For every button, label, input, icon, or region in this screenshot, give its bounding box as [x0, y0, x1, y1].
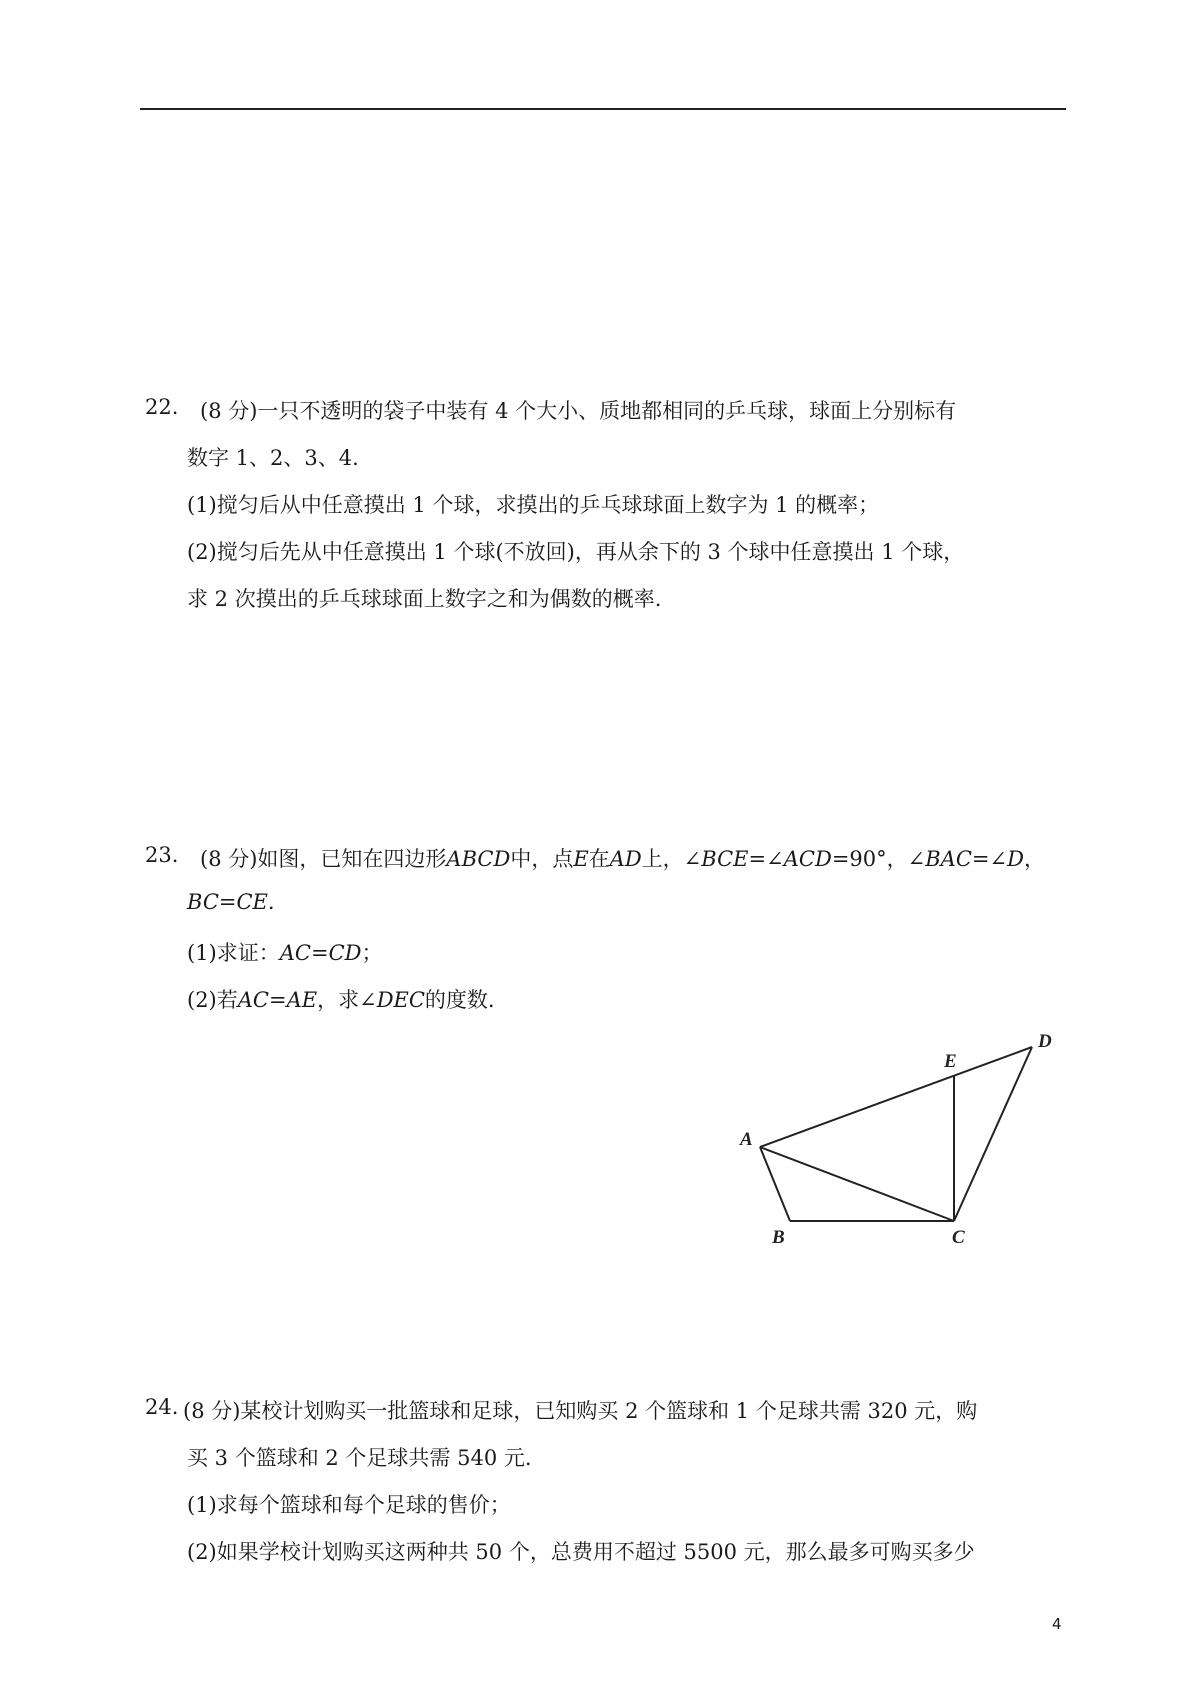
sub-question-2: (2)如果学校计划购买这两种共 50 个，总费用不超过 5500 元，那么最多可购买多少 [187, 1540, 975, 1564]
sub-question-2-cont: 求 2 次摸出的乒乓球球面上数字之和为偶数的概率. [187, 587, 662, 611]
question-text-line: (8 分)一只不透明的袋子中装有 4 个大小、质地都相同的乒乓球，球面上分别标有 [200, 399, 957, 423]
question-text-line: 数字 1、2、3、4. [187, 446, 359, 470]
segment-cd [954, 1047, 1032, 1221]
label-e: E [944, 1051, 957, 1072]
top-rule [140, 108, 1066, 110]
page-number: 4 [1052, 1615, 1062, 1633]
label-b: B [772, 1227, 785, 1245]
label-c: C [952, 1227, 965, 1245]
question-text-line: (8 分)某校计划购买一批篮球和足球，已知购买 2 个篮球和 1 个足球共需 320 元，购 [183, 1399, 978, 1423]
question-number: 24. [145, 1395, 179, 1419]
label-d: D [1038, 1031, 1052, 1052]
sub-question-2: (2)搅匀后先从中任意摸出 1 个球(不放回)，再从余下的 3 个球中任意摸出 1 个球， [187, 540, 965, 564]
segment-ab [760, 1147, 790, 1221]
sub-question-1: (1)求证：AC=CD； [187, 941, 383, 965]
question-number: 22. [145, 395, 179, 419]
segment-ac [760, 1147, 954, 1221]
figure-lines [760, 1047, 1032, 1221]
sub-question-2: (2)若AC=AE，求∠DEC的度数. [187, 988, 495, 1012]
segment-ad [760, 1047, 1032, 1147]
label-a: A [740, 1129, 753, 1150]
quadrilateral-figure [730, 1025, 1070, 1245]
sub-question-1: (1)求每个篮球和每个足球的售价； [187, 1493, 511, 1517]
question-text-line: (8 分)如图，已知在四边形ABCD中，点E在AD上，∠BCE=∠ACD=90°，∠BAC=∠D， [200, 847, 1045, 871]
question-text-line: BC=CE. [187, 890, 275, 914]
sub-question-1: (1)搅匀后从中任意摸出 1 个球，求摸出的乒乓球球面上数字为 1 的概率； [187, 493, 880, 517]
question-number: 23. [145, 843, 179, 867]
question-text-line: 买 3 个篮球和 2 个足球共需 540 元. [187, 1446, 532, 1470]
